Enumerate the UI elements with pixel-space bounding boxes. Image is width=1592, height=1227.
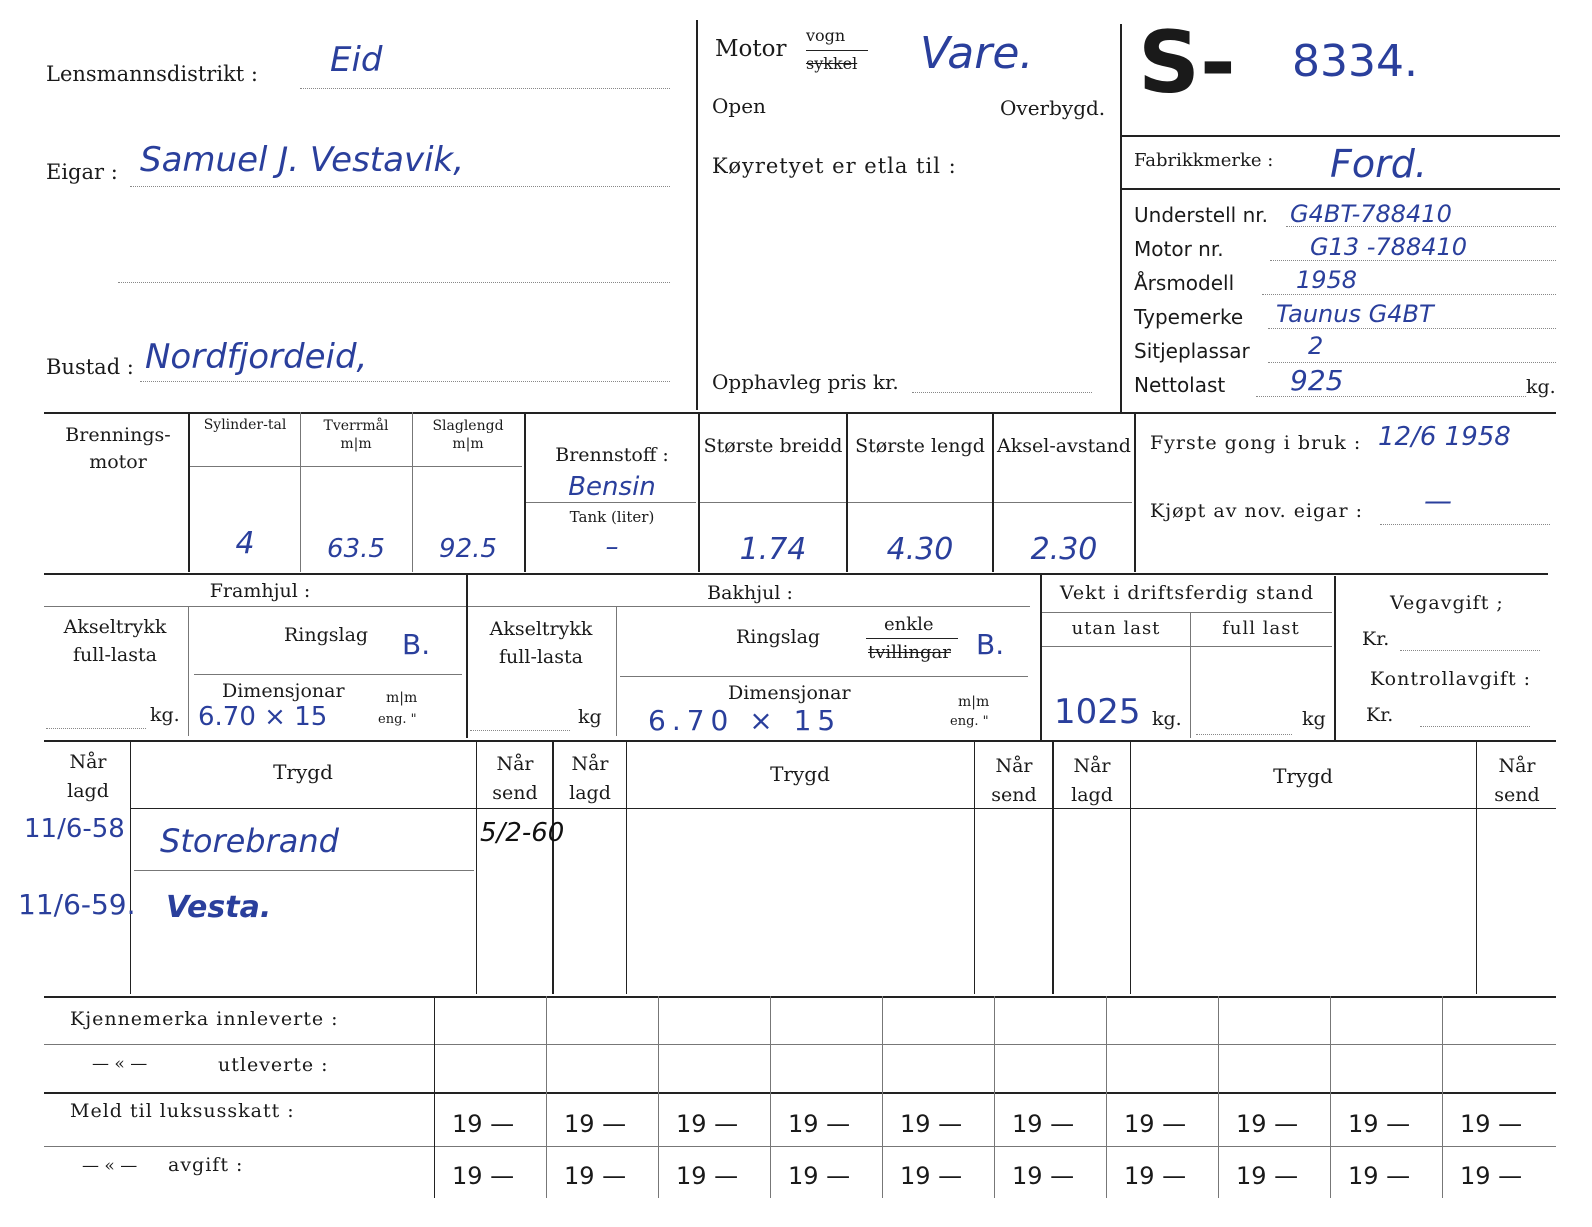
fee-year-1: 19 — [452,1162,515,1190]
full-weight-label: full last [1222,618,1300,639]
rear-tyre-label: Ringslag [736,626,821,648]
address-label: Bustad : [46,355,134,379]
luxury-year-10: 19 — [1460,1110,1523,1138]
sent-label-2: Når send [991,755,1037,806]
stroke-unit: m|m [452,436,484,452]
rear-eng-unit: eng. " [950,714,989,729]
insured-label-3: Trygd [1273,764,1333,788]
luxury-year-1: 19 — [452,1110,515,1138]
fee-year-5: 19 — [900,1162,963,1190]
front-kg-unit: kg. [150,704,180,726]
tank-label: Tank (liter) [569,508,655,526]
front-wheel-label: Framhjul : [209,580,311,602]
fee-year-8: 19 — [1236,1162,1299,1190]
netload-label: Nettolast [1134,373,1226,397]
netload-unit: kg. [1526,376,1556,398]
overbygd-option: Overbygd. [1000,96,1106,120]
luxury-year-5: 19 — [900,1110,963,1138]
motor-label: Motor [715,36,787,62]
ins-row-2-laid[interactable]: 11/6-59. [18,888,136,921]
control-fee-kr: Kr. [1366,704,1394,726]
length-value[interactable]: 4.30 [886,532,954,567]
engine-no-value[interactable]: G13 -788410 [1310,233,1468,261]
make-label: Fabrikkmerke : [1134,150,1274,171]
stroke-value[interactable]: 92.5 [439,534,497,564]
front-dim-value[interactable]: 6.70 × 15 [198,702,328,732]
bought-label: Kjøpt av nov. eigar : [1150,500,1364,522]
fee-label: avgift : [168,1154,244,1176]
width-label: Største breidd [703,435,843,457]
stroke-label: Slaglengd [432,418,504,434]
ins-row-1-laid[interactable]: 11/6-58 [24,814,125,844]
front-axle-load-label: Akseltrykk full-lasta [63,616,167,666]
laid-label-3: Når lagd [1071,755,1113,806]
fee-prefix: — « — [82,1156,138,1176]
type-label: Typemerke [1134,305,1244,329]
enkle-option: enkle [884,614,934,635]
first-use-value[interactable]: 12/6 1958 [1378,422,1511,452]
insured-label-1: Trygd [273,760,333,784]
luxury-year-6: 19 — [1012,1110,1075,1138]
width-value[interactable]: 1.74 [739,532,807,567]
fee-year-10: 19 — [1460,1162,1523,1190]
district-value[interactable]: Eid [330,40,383,80]
fee-year-4: 19 — [788,1162,851,1190]
road-fee-kr: Kr. [1362,628,1390,650]
seats-value[interactable]: 2 [1308,332,1324,360]
road-fee-label: Vegavgift ; [1390,592,1504,614]
front-eng-unit: eng. " [378,712,417,727]
fee-year-7: 19 — [1124,1162,1187,1190]
front-tyre-value[interactable]: B. [402,628,431,661]
fee-year-2: 19 — [564,1162,627,1190]
fee-year-6: 19 — [1012,1162,1075,1190]
luxury-year-9: 19 — [1348,1110,1411,1138]
rear-dim-value[interactable]: 6.70 × 15 [648,704,842,737]
engine-label: Brennings-motor [65,424,171,473]
year-model-label: Årsmodell [1134,271,1235,295]
plates-out-label: utleverte : [218,1054,329,1076]
rear-axle-load-label: Akseltrykk full-lasta [489,618,593,668]
fee-year-9: 19 — [1348,1162,1411,1190]
bore-value[interactable]: 63.5 [327,534,385,564]
weight-label: Vekt i driftsferdig stand [1059,582,1315,604]
seats-label: Sitjeplassar [1134,339,1250,363]
fuel-value[interactable]: Bensin [568,472,656,502]
rear-kg-unit: kg [578,706,602,728]
fee-year-3: 19 — [676,1162,739,1190]
front-mm-unit: m|m [386,690,418,706]
front-tyre-label: Ringslag [284,624,369,646]
owner-value[interactable]: Samuel J. Vestavik, [140,140,465,180]
address-value[interactable]: Nordfjordeid, [145,337,368,377]
control-fee-label: Kontrollavgift : [1370,668,1532,690]
first-use-label: Fyrste gong i bruk : [1150,432,1362,454]
empty-kg-unit: kg. [1152,708,1182,730]
tank-value[interactable]: – [605,532,619,562]
type-value[interactable]: Taunus G4BT [1276,300,1434,328]
cylinders-value[interactable]: 4 [235,526,255,561]
luxury-year-3: 19 — [676,1110,739,1138]
laid-label-2: Når lagd [569,753,611,804]
open-option: Open [712,94,766,118]
year-model-value[interactable]: 1958 [1296,266,1358,294]
owner-label: Eigar : [46,160,118,184]
luxury-year-8: 19 — [1236,1110,1299,1138]
sent-label-3: Når send [1494,755,1540,806]
vogn-option: vogn [806,26,846,45]
laid-label-1: Når lagd [67,751,109,802]
axle-value[interactable]: 2.30 [1030,532,1098,567]
bought-value[interactable]: — [1424,484,1452,517]
reg-prefix: S- [1138,13,1236,113]
ins-row-1-insurer[interactable]: Storebrand [160,822,339,860]
rear-tyre-value[interactable]: B. [976,628,1005,661]
luxury-year-2: 19 — [564,1110,627,1138]
length-label: Største lengd [855,435,985,457]
luxury-year-7: 19 — [1124,1110,1187,1138]
front-dim-label: Dimensjonar [222,680,345,702]
price-label: Opphavleg pris kr. [712,370,899,394]
bore-label: Tverrmål [323,418,389,434]
reg-number[interactable]: 8334. [1292,36,1418,87]
axle-label: Aksel-avstand [997,435,1131,457]
cylinders-label: Sylinder-tal [203,417,287,433]
bore-unit: m|m [340,436,372,452]
chassis-value[interactable]: G4BT-788410 [1290,200,1452,228]
rear-dim-label: Dimensjonar [728,682,851,704]
chassis-label: Understell nr. [1134,203,1268,227]
plates-in-label: Kjennemerka innleverte : [70,1008,339,1030]
motor-value[interactable]: Vare. [920,28,1034,79]
insured-label-2: Trygd [770,762,830,786]
ins-row-2-insurer[interactable]: Vesta. [166,890,272,925]
sykkel-option: sykkel [806,54,858,73]
full-kg-unit: kg [1302,708,1326,730]
engine-no-label: Motor nr. [1134,237,1224,261]
purpose-label: Køyretyet er etla til : [712,154,957,178]
empty-weight-value[interactable]: 1025 [1054,692,1141,732]
plates-out-prefix: — « — [92,1054,148,1074]
sent-label-1: Når send [492,753,538,804]
netload-value[interactable]: 925 [1290,364,1344,397]
rear-mm-unit: m|m [958,694,990,710]
luxury-year-4: 19 — [788,1110,851,1138]
district-label: Lensmannsdistrikt : [46,62,258,86]
fuel-label: Brennstoff : [555,444,669,466]
make-value[interactable]: Ford. [1330,142,1427,186]
empty-weight-label: utan last [1071,618,1161,639]
ins-row-1-sent[interactable]: 5/2-60 [480,818,565,848]
luxury-tax-label: Meld til luksusskatt : [70,1100,295,1122]
rear-wheel-label: Bakhjul : [707,582,793,604]
tvillingar-option: tvillingar [868,642,951,663]
